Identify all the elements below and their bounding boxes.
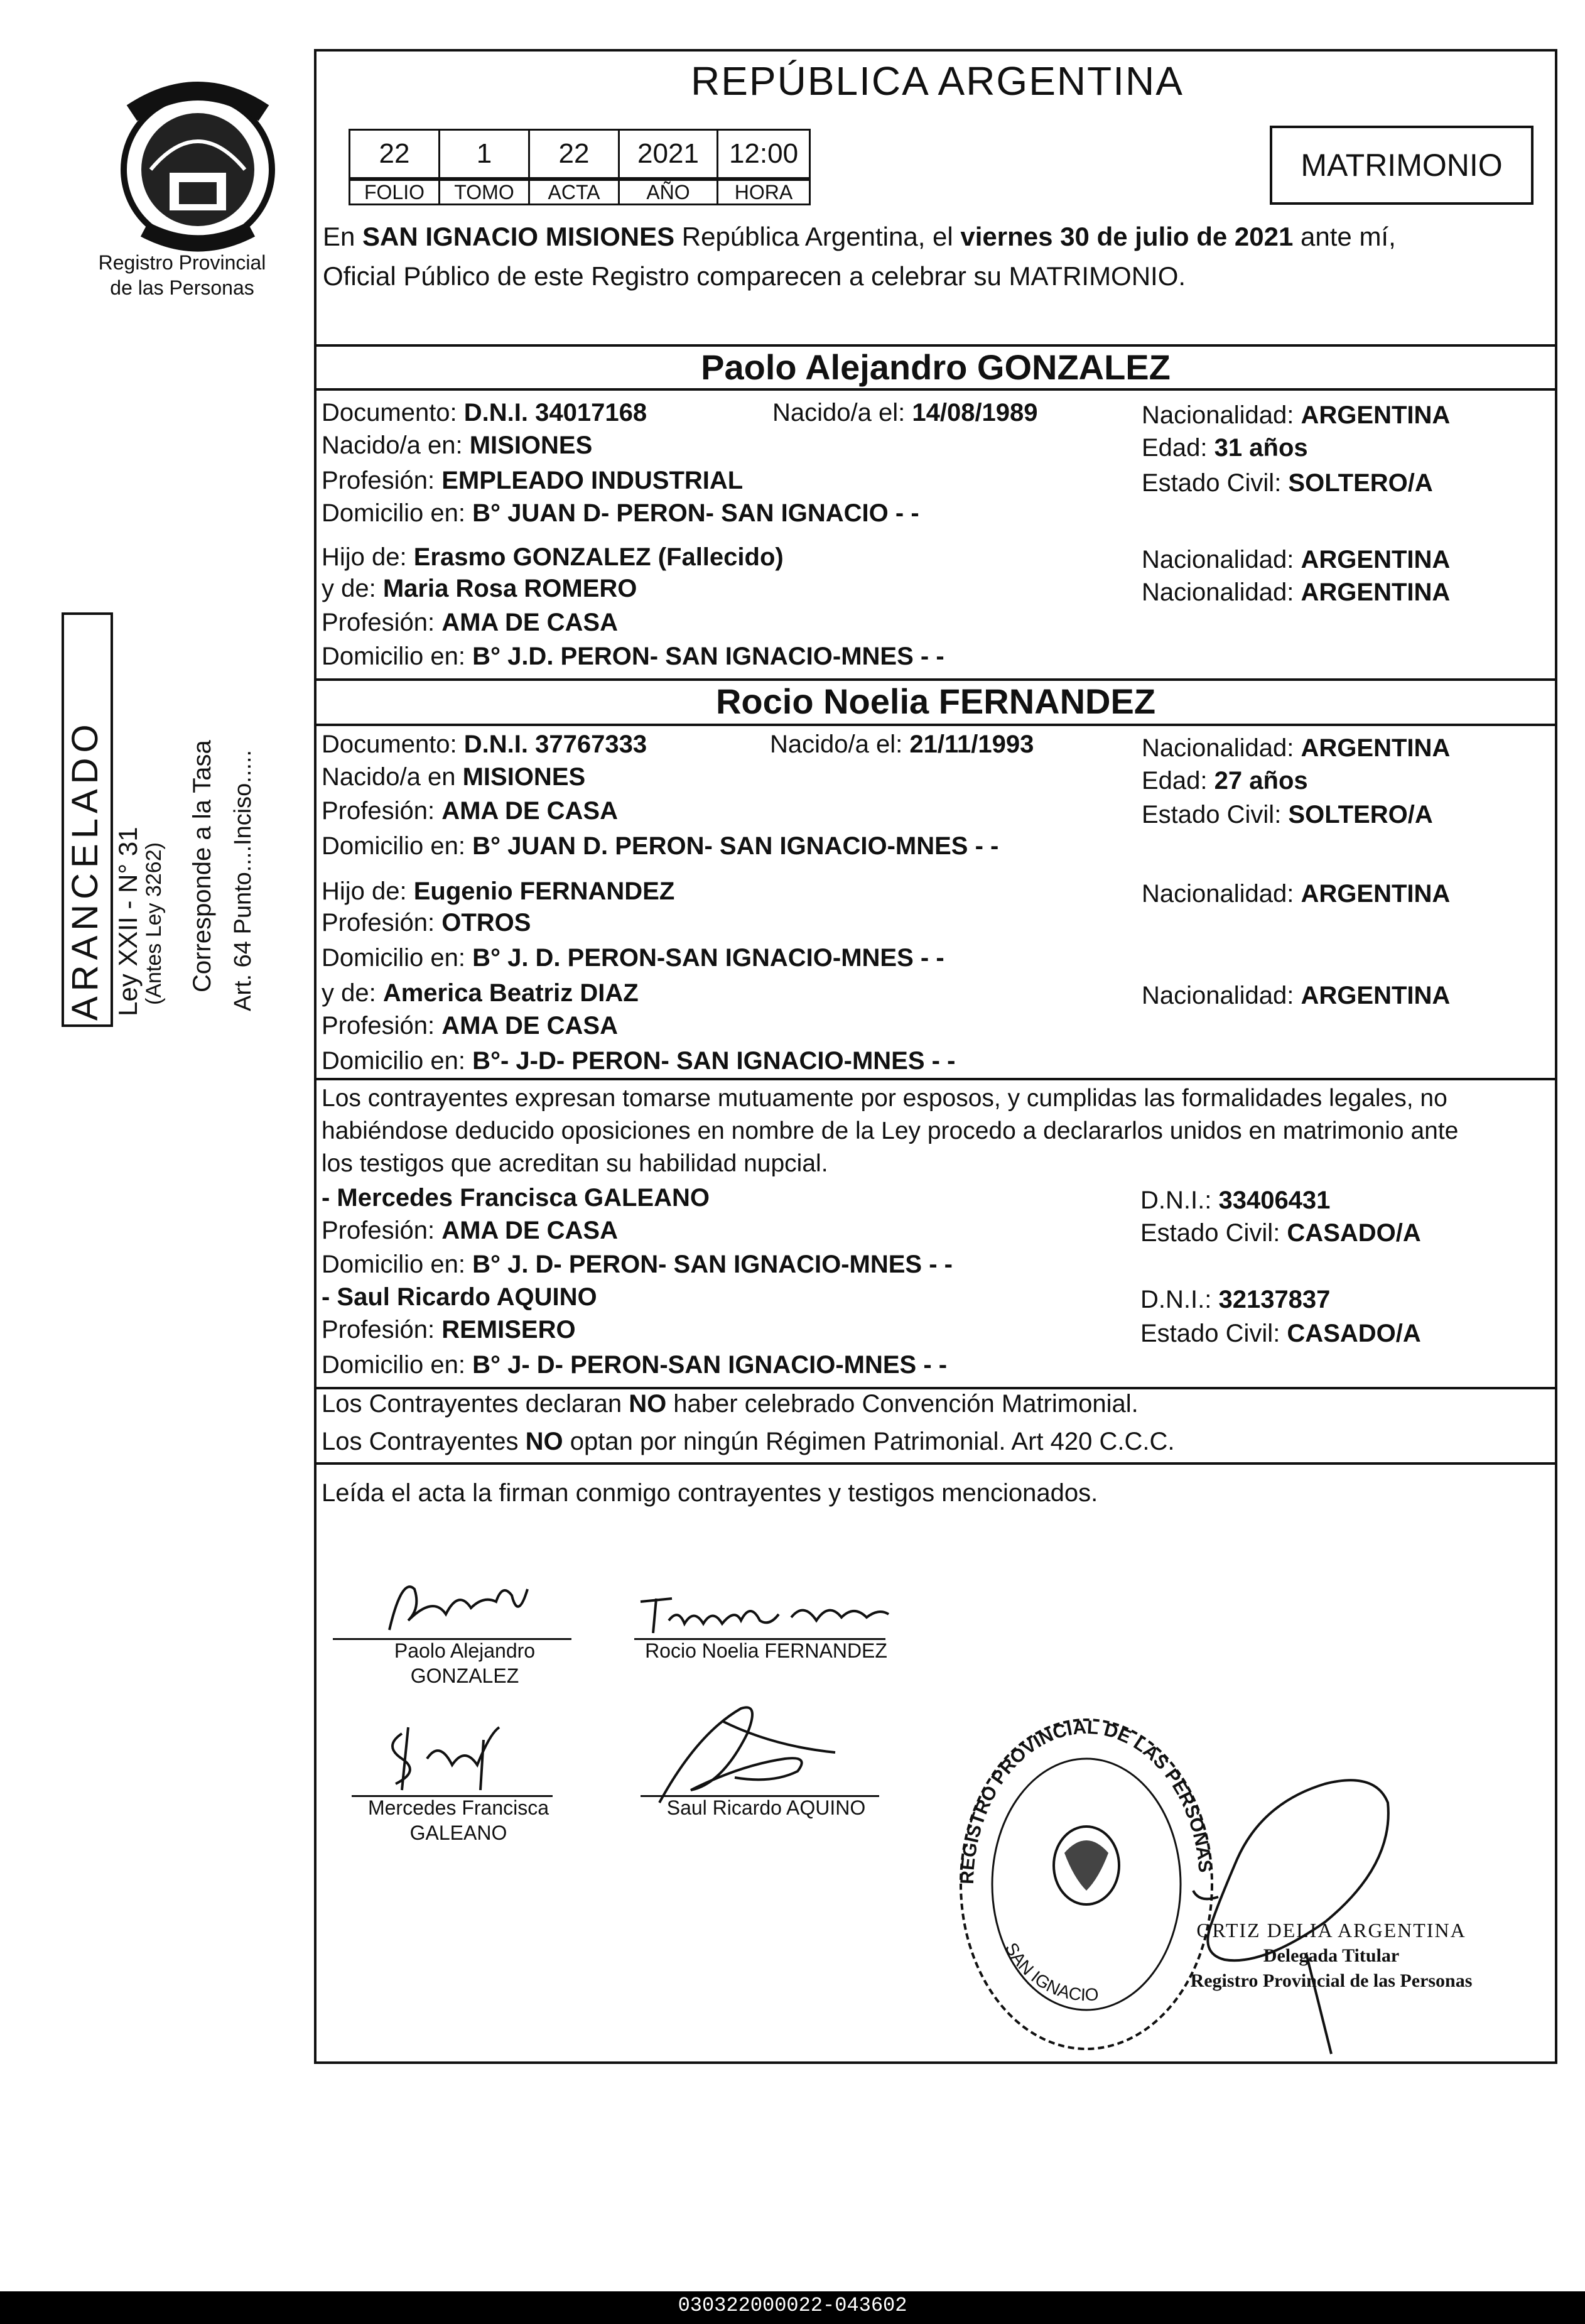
value: Eugenio FERNANDEZ xyxy=(413,877,675,905)
party2-father-address xyxy=(322,942,944,974)
party2-nationality xyxy=(1142,732,1450,764)
party2-mother-nationality xyxy=(1142,980,1450,1011)
value: ARGENTINA xyxy=(1301,546,1451,573)
label: Nacionalidad: xyxy=(1142,401,1301,429)
line: Saul Ricardo AQUINO xyxy=(666,1796,866,1819)
divider xyxy=(314,388,1557,391)
witness1-profession xyxy=(322,1215,618,1246)
value: 21/11/1993 xyxy=(909,730,1034,758)
value: AMA DE CASA xyxy=(441,1012,618,1040)
party1-name: Paolo Alejandro GONZALEZ xyxy=(701,347,1171,387)
label: Documento: xyxy=(322,399,464,426)
anio-label: AÑO xyxy=(618,179,718,205)
declaration-line2: habiéndose deducido oposiciones en nombre de la Ley procedo a declararlos unidos en matrimonio ante xyxy=(322,1117,1459,1144)
signature-saul-label xyxy=(641,1795,892,1820)
value: B° JUAN D- PERON- SAN IGNACIO - - xyxy=(472,499,919,527)
value: B° J. D- PERON- SAN IGNACIO-MNES - - xyxy=(472,1251,953,1278)
party2-father xyxy=(322,876,674,907)
hora-label: HORA xyxy=(717,179,811,205)
value: D.N.I. 34017168 xyxy=(463,399,647,426)
line: GONZALEZ xyxy=(410,1664,519,1687)
value: CASADO/A xyxy=(1287,1320,1421,1347)
value: B° JUAN D. PERON- SAN IGNACIO-MNES - - xyxy=(472,832,999,860)
label: Nacido/a el: xyxy=(772,399,912,426)
line: Rocio Noelia FERNANDEZ xyxy=(645,1639,887,1662)
value: Maria Rosa ROMERO xyxy=(382,575,637,602)
official-block xyxy=(1181,1917,1482,1994)
divider xyxy=(314,1462,1557,1465)
label: Nacido/a en xyxy=(322,763,463,791)
value: MISIONES xyxy=(469,432,593,459)
value: 14/08/1989 xyxy=(912,399,1038,426)
party1-profession xyxy=(322,465,743,496)
folio-value: 22 xyxy=(349,129,440,179)
label: Estado Civil: xyxy=(1142,469,1289,497)
emphasis: NO xyxy=(629,1390,667,1418)
witness1-address xyxy=(322,1249,953,1280)
witness2-profession xyxy=(322,1314,576,1345)
value: SOLTERO/A xyxy=(1288,801,1433,828)
stamp-tasa-text: Corresponde a la Tasa xyxy=(188,740,216,992)
party1-mother-address xyxy=(322,641,944,672)
party1-birthdate xyxy=(772,397,1038,428)
label: Profesión: xyxy=(322,1012,442,1040)
party2-father-nationality xyxy=(1142,878,1450,910)
anio-value: 2021 xyxy=(618,129,718,179)
label: y de: xyxy=(322,979,383,1007)
label: Domicilio en: xyxy=(322,1351,473,1379)
value: AMA DE CASA xyxy=(441,797,618,825)
line: Paolo Alejandro xyxy=(394,1639,536,1662)
party1-mother-profession xyxy=(322,607,618,638)
intro-pre: En xyxy=(323,222,363,251)
tomo-value: 1 xyxy=(438,129,530,179)
intro-date: viernes 30 de julio de 2021 xyxy=(960,222,1294,251)
folio-label: FOLIO xyxy=(349,179,440,205)
witness2-civil-status xyxy=(1140,1318,1421,1349)
label: D.N.I.: xyxy=(1140,1286,1219,1313)
party1-father-nationality xyxy=(1142,544,1450,575)
signature-rocio xyxy=(634,1589,898,1639)
value: ARGENTINA xyxy=(1301,401,1451,429)
value: D.N.I. 37767333 xyxy=(463,730,647,758)
text: Los Contrayentes declaran xyxy=(322,1390,629,1418)
acta-label: ACTA xyxy=(528,179,620,205)
stamp-antes-ley-text: (Antes Ley 3262) xyxy=(142,842,166,1005)
label: Nacionalidad: xyxy=(1142,546,1301,573)
label: Nacionalidad: xyxy=(1142,982,1301,1009)
party2-address xyxy=(322,830,998,862)
label: Profesión: xyxy=(322,467,442,494)
signature-mercedes xyxy=(377,1721,515,1796)
party1-age xyxy=(1142,432,1308,464)
value: ARGENTINA xyxy=(1301,578,1451,606)
intro-place: SAN IGNACIO MISIONES xyxy=(362,222,675,251)
acta-value: 22 xyxy=(528,129,620,179)
value: MISIONES xyxy=(462,763,586,791)
label: Estado Civil: xyxy=(1140,1320,1287,1347)
value: EMPLEADO INDUSTRIAL xyxy=(441,467,744,494)
party1-address xyxy=(322,497,919,529)
value: REMISERO xyxy=(441,1316,576,1344)
witness1-name: - Mercedes Francisca GALEANO xyxy=(322,1184,710,1212)
provincial-registry-logo xyxy=(107,75,289,258)
closing-statement: Leída el acta la firman conmigo contrayentes y testigos mencionados. xyxy=(322,1479,1098,1507)
label: Profesión: xyxy=(322,1217,442,1244)
intro-line2: Oficial Público de este Registro comparecen a celebrar su MATRIMONIO. xyxy=(323,261,1186,291)
seal-emblem xyxy=(1054,1827,1119,1904)
party2-birthdate xyxy=(770,729,1034,760)
value: B° J- D- PERON-SAN IGNACIO-MNES - - xyxy=(472,1351,948,1379)
text: Los Contrayentes xyxy=(322,1428,526,1455)
value: ARGENTINA xyxy=(1301,880,1451,908)
value: B° J. D. PERON-SAN IGNACIO-MNES - - xyxy=(472,944,944,972)
party1-nationality xyxy=(1142,399,1450,431)
stamp-arancelado-text: ARANCELADO xyxy=(65,719,105,1021)
witness1-civil-status xyxy=(1140,1217,1421,1249)
regime-line1 xyxy=(322,1388,1139,1420)
value: ARGENTINA xyxy=(1301,734,1451,762)
signature-paolo-label xyxy=(333,1638,597,1688)
label: Edad: xyxy=(1142,767,1214,795)
party1-father xyxy=(322,541,784,573)
intro-mid: República Argentina, el xyxy=(674,222,961,251)
seal-text-bottom xyxy=(1002,1940,1100,2005)
value: B° J.D. PERON- SAN IGNACIO-MNES - - xyxy=(472,643,944,670)
label: Nacido/a en: xyxy=(322,432,470,459)
declaration-line3: los testigos que acreditan su habilidad nupcial. xyxy=(322,1150,828,1177)
label: y de: xyxy=(322,575,383,602)
party2-father-profession xyxy=(322,907,531,938)
country-title: REPÚBLICA ARGENTINA xyxy=(691,58,1184,104)
party2-mother xyxy=(322,977,639,1009)
party1-civil-status xyxy=(1142,467,1433,499)
value: 31 años xyxy=(1214,434,1308,462)
label: Profesión: xyxy=(322,797,442,825)
party2-civil-status xyxy=(1142,799,1433,830)
registry-label xyxy=(82,250,283,300)
stamp-articulo-text: Art. 64 Punto....Inciso..... xyxy=(230,749,256,1011)
label: Domicilio en: xyxy=(322,499,473,527)
witness1-dni xyxy=(1140,1185,1330,1216)
hora-value: 12:00 xyxy=(717,129,811,179)
declaration-line1: Los contrayentes expresan tomarse mutuamente por esposos, y cumplidas las formalidades legales, no xyxy=(322,1085,1447,1112)
signature-mercedes-label xyxy=(327,1795,590,1845)
tomo-label: TOMO xyxy=(438,179,530,205)
label: D.N.I.: xyxy=(1140,1186,1219,1214)
signature-rocio-label xyxy=(628,1638,904,1663)
party2-name: Rocio Noelia FERNANDEZ xyxy=(715,681,1156,721)
witness2-dni xyxy=(1140,1284,1330,1315)
official-office: Registro Provincial de las Personas xyxy=(1190,1970,1473,1991)
official-round-seal xyxy=(948,1708,1225,2060)
official-role: Delegada Titular xyxy=(1263,1945,1400,1966)
label: Edad: xyxy=(1142,434,1214,462)
value: 33406431 xyxy=(1218,1186,1331,1214)
party1-mother-nationality xyxy=(1142,577,1450,608)
value: ARGENTINA xyxy=(1301,982,1451,1009)
party2-birthplace xyxy=(322,761,585,793)
label: Domicilio en: xyxy=(322,643,473,670)
label: Profesión: xyxy=(322,609,442,636)
witness2-name: - Saul Ricardo AQUINO xyxy=(322,1283,597,1311)
value: AMA DE CASA xyxy=(441,609,618,636)
party1-mother xyxy=(322,573,637,604)
label: Hijo de: xyxy=(322,543,414,571)
value: CASADO/A xyxy=(1287,1219,1421,1247)
divider xyxy=(314,1078,1557,1080)
party2-mother-profession xyxy=(322,1010,618,1041)
label: Domicilio en: xyxy=(322,1251,473,1278)
party2-mother-address xyxy=(322,1045,955,1077)
stamp-ley-text: Ley XXII - N° 31 xyxy=(113,827,143,1016)
party2-profession xyxy=(322,795,618,827)
intro-line1 xyxy=(323,221,1396,252)
signature-official xyxy=(1187,1765,1400,2066)
label: Documento: xyxy=(322,730,464,758)
value: 27 años xyxy=(1214,767,1308,795)
regime-line2 xyxy=(322,1426,1175,1457)
label: Nacionalidad: xyxy=(1142,578,1301,606)
line: GALEANO xyxy=(409,1822,507,1844)
label: Domicilio en: xyxy=(322,832,473,860)
label: Hijo de: xyxy=(322,877,414,905)
label: Estado Civil: xyxy=(1142,801,1289,828)
text: optan por ningún Régimen Patrimonial. Art 420 C.C.C. xyxy=(563,1428,1175,1455)
registry-label-line2: de las Personas xyxy=(110,276,254,299)
value: SOLTERO/A xyxy=(1288,469,1433,497)
label: Nacionalidad: xyxy=(1142,734,1301,762)
party2-document xyxy=(322,729,647,760)
label: Domicilio en: xyxy=(322,944,473,972)
label: Nacionalidad: xyxy=(1142,880,1301,908)
intro-post: ante mí, xyxy=(1293,222,1396,251)
seal-text-path: REGISTRO PROVINCIAL DE LAS PERSONAS xyxy=(956,1717,1216,1885)
signature-paolo xyxy=(377,1570,540,1639)
value: 32137837 xyxy=(1218,1286,1331,1313)
value: America Beatriz DIAZ xyxy=(382,979,639,1007)
party2-age xyxy=(1142,765,1308,796)
label: Profesión: xyxy=(322,1316,442,1344)
text: haber celebrado Convención Matrimonial. xyxy=(666,1390,1139,1418)
label: Profesión: xyxy=(322,909,442,937)
official-name: ORTIZ DELIA ARGENTINA xyxy=(1196,1919,1466,1941)
divider xyxy=(314,724,1557,726)
seal-bottom-path: SAN IGNACIO xyxy=(1001,1939,1100,2005)
value: B°- J-D- PERON- SAN IGNACIO-MNES - - xyxy=(472,1047,956,1075)
label: Domicilio en: xyxy=(322,1047,473,1075)
value: Erasmo GONZALEZ (Fallecido) xyxy=(413,543,784,571)
registry-label-line1: Registro Provincial xyxy=(98,251,266,274)
line: Mercedes Francisca xyxy=(367,1796,549,1819)
value: AMA DE CASA xyxy=(441,1217,618,1244)
document-type-box: MATRIMONIO xyxy=(1270,126,1534,205)
label: Estado Civil: xyxy=(1140,1219,1287,1247)
label: Nacido/a el: xyxy=(770,730,910,758)
document-barcode-number: 030322000022-043602 xyxy=(678,2294,907,2317)
value: OTROS xyxy=(441,909,531,937)
witness2-address xyxy=(322,1349,947,1381)
emphasis: NO xyxy=(525,1428,563,1455)
party1-birthplace xyxy=(322,430,592,461)
party1-document xyxy=(322,397,647,428)
signature-saul xyxy=(647,1696,854,1809)
